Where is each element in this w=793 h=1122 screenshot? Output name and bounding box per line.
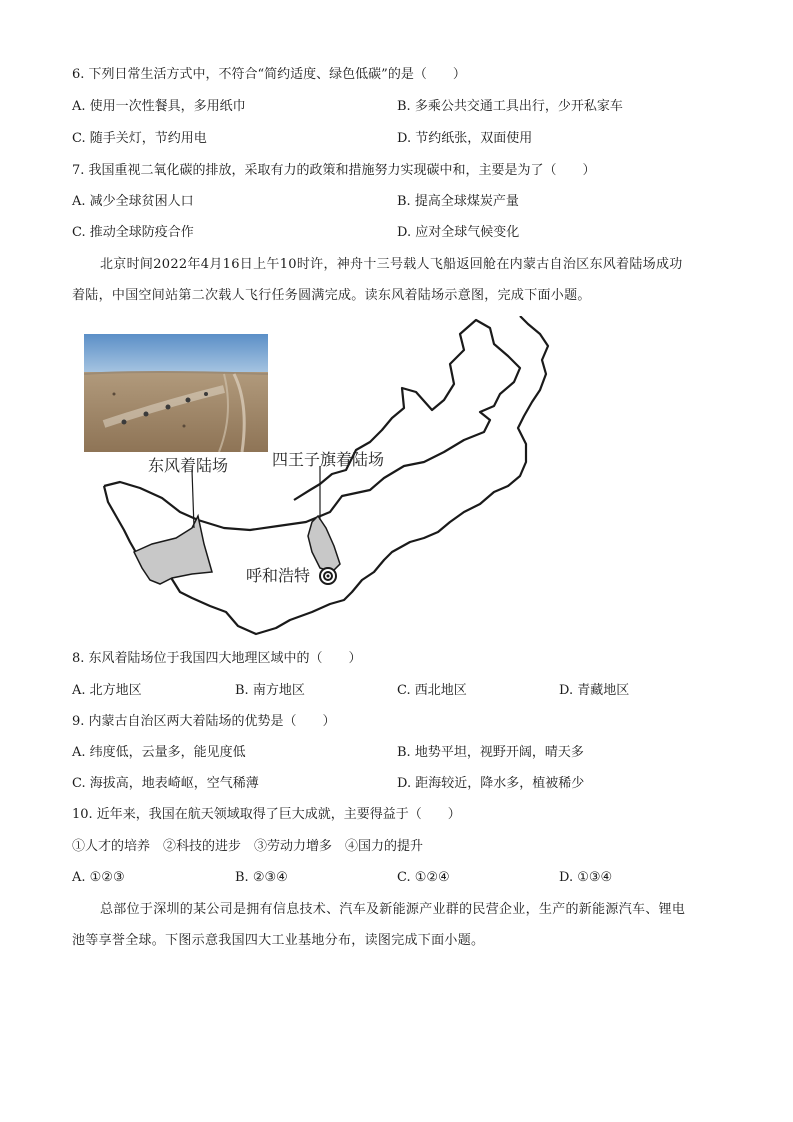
- q7-option-a: A. 减少全球贫困人口: [72, 194, 194, 209]
- q10-option-c: C. ①②④: [397, 870, 450, 885]
- passage2-line1: 总部位于深圳的某公司是拥有信息技术、汽车及新能源产业群的民营企业，生产的新能源汽车、锂电: [100, 902, 686, 917]
- inner-mongolia-map-figure: [80, 316, 560, 636]
- q7-stem: 7. 我国重视二氧化碳的排放，采取有力的政策和措施努力实现碳中和，主要是为了（ ）: [72, 163, 596, 178]
- q7-option-c: C. 推动全球防疫合作: [72, 225, 194, 240]
- q7-option-d: D. 应对全球气候变化: [397, 225, 520, 240]
- q6-option-b: B. 多乘公共交通工具出行，少开私家车: [397, 99, 623, 114]
- q6-option-a: A. 使用一次性餐具，多用纸巾: [72, 99, 246, 114]
- q6-option-d: D. 节约纸张，双面使用: [397, 131, 533, 146]
- passage1-line1: 北京时间2022年4月16日上午10时许，神舟十三号载人飞船返回舱在内蒙古自治区东风着陆场成功: [100, 257, 683, 272]
- q8-option-c: C. 西北地区: [397, 683, 467, 698]
- q6-stem: 6. 下列日常生活方式中，不符合“简约适度、绿色低碳”的是（ ）: [72, 67, 466, 82]
- passage1-line2: 着陆，中国空间站第二次载人飞行任务圆满完成。读东风着陆场示意图，完成下面小题。: [72, 288, 591, 303]
- q9-option-d: D. 距海较近，降水多，植被稀少: [397, 776, 585, 791]
- q9-stem: 9. 内蒙古自治区两大着陆场的优势是（ ）: [72, 714, 336, 729]
- q8-stem: 8. 东风着陆场位于我国四大地理区域中的（ ）: [72, 651, 362, 666]
- q6-option-c: C. 随手关灯，节约用电: [72, 131, 207, 146]
- inner-mongolia-outline: [80, 316, 560, 636]
- siziwang-landing-label: 四王子旗着陆场: [272, 450, 385, 469]
- q8-option-b: B. 南方地区: [235, 683, 305, 698]
- hohhot-label: 呼和浩特: [246, 566, 311, 585]
- q10-stem: 10. 近年来，我国在航天领域取得了巨大成就，主要得益于（ ）: [72, 807, 461, 822]
- q10-option-a: A. ①②③: [72, 870, 125, 885]
- q9-option-a: A. 纬度低，云量多，能见度低: [72, 745, 246, 760]
- q8-option-d: D. 青藏地区: [559, 683, 630, 698]
- q8-option-a: A. 北方地区: [72, 683, 142, 698]
- q9-option-c: C. 海拔高，地表崎岖，空气稀薄: [72, 776, 259, 791]
- dongfeng-landing-label: 东风着陆场: [148, 456, 229, 475]
- passage2-line2: 池等享誉全球。下图示意我国四大工业基地分布，读图完成下面小题。: [72, 933, 485, 948]
- q9-option-b: B. 地势平坦，视野开阔，晴天多: [397, 745, 584, 760]
- q7-option-b: B. 提高全球煤炭产量: [397, 194, 519, 209]
- q10-option-d: D. ①③④: [559, 870, 613, 885]
- q10-option-b: B. ②③④: [235, 870, 288, 885]
- q10-items: ①人才的培养 ②科技的进步 ③劳动力增多 ④国力的提升: [72, 839, 424, 854]
